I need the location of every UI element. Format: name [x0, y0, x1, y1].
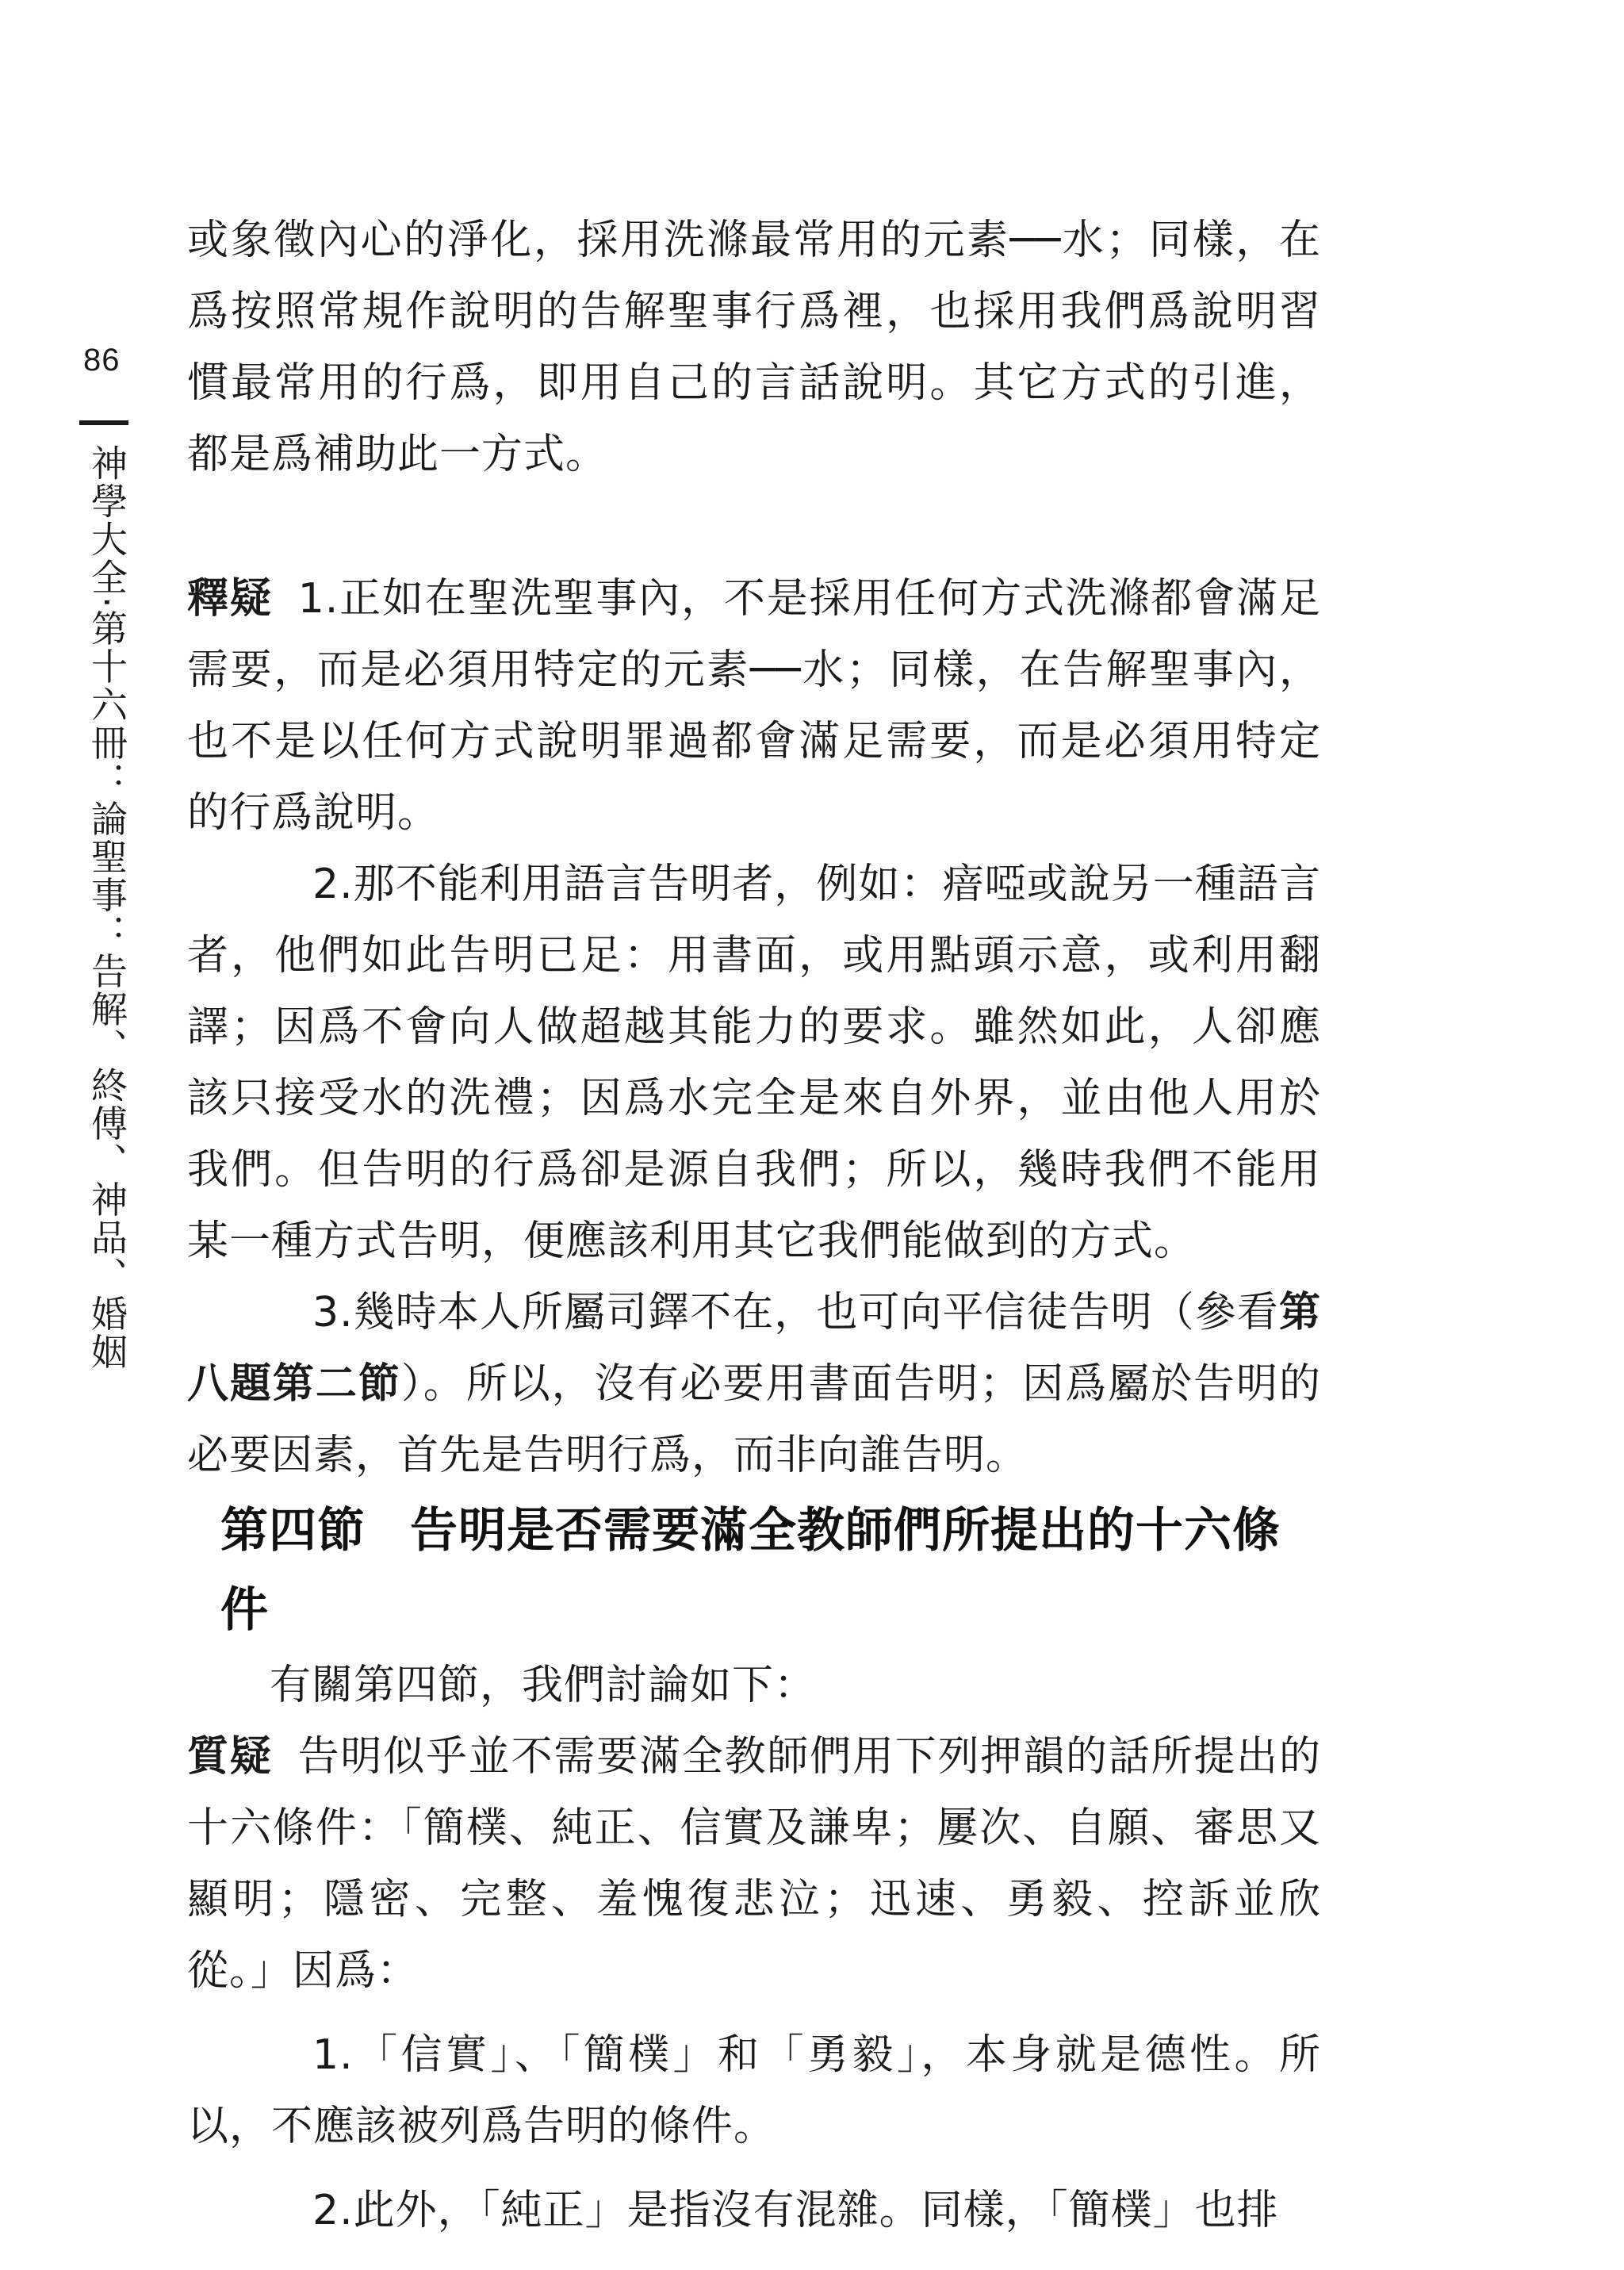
objection-label: 質疑 — [187, 1733, 273, 1781]
objection-text: 告明似乎並不需要滿全教師們用下列押韻的話所提出的十六條件：「簡樸、純正、信實及謙卑；屢次、自願、審思又顯明；隱密、完整、羞愧復悲泣；迅速、勇毅、控訴並欣從。」因爲： — [187, 1733, 1321, 1995]
page-number: 86 — [83, 343, 121, 378]
margin-rule — [79, 420, 128, 425]
section-heading — [187, 1491, 1321, 1650]
objection-point-1: 1.「信實」、「簡樸」和「勇毅」，本身就是德性。所以，不應該被列爲告明的條件。 — [187, 2031, 1321, 2150]
reply-2: 2.那不能利用語言告明者，例如：瘖啞或說另一種語言者，他們如此告明已足：用書面，或用點頭示意，或利用翻譯；因爲不會向人做超越其能力的要求。雖然如此，人卻應該只接受水的洗禮；因爲水完全是來自外界，並由他人用於我們。但告明的行爲卻是源自我們；所以，幾時我們不能用某一種方式告明，便應該利用其它我們能做到的方式。 — [187, 861, 1321, 1265]
reply-3-text: 3.幾時本人所屬司鐸不在，也可向平信徒告明（參看 — [312, 1289, 1279, 1336]
running-title: 神學大全·第十六冊：論聖事：告解、終傅、神品、婚姻 — [86, 444, 128, 1371]
reply-label: 釋疑 — [187, 575, 273, 623]
cross-reference: 第八題第二節 — [187, 1289, 1321, 1408]
objection — [187, 1721, 1321, 2007]
section-title: 告明是否需要滿全教師們所提出的十六條件 — [220, 1503, 1281, 1638]
reply-1-text: 1.正如在聖洗聖事內，不是採用任何方式洗滌都會滿足需要，而是必須用特定的元素──水；同樣，在告解聖事內，也不是以任何方式說明罪過都會滿足需要，而是必須用特定的行爲說明。 — [187, 575, 1321, 837]
body-text — [187, 205, 1321, 2246]
section-intro: 有關第四節，我們討論如下： — [270, 1662, 817, 1709]
reply-1 — [187, 563, 1321, 849]
reply-3 — [187, 1277, 1321, 1491]
section-number: 第四節 — [220, 1503, 366, 1559]
reply-3-rest: ）。所以，沒有必要用書面告明；因爲屬於告明的必要因素，首先是告明行爲，而非向誰告明。 — [187, 1360, 1321, 1479]
objection-point-2: 2.此外，「純正」是指沒有混雜。同樣，「簡樸」也排 — [312, 2187, 1279, 2234]
paragraph-continuation: 或象徵內心的淨化，採用洗滌最常用的元素──水；同樣，在爲按照常規作說明的告解聖事行爲裡，也採用我們爲說明習慣最常用的行爲，即用自己的言話說明。其它方式的引進，都是爲補助此一方式。 — [187, 217, 1321, 478]
